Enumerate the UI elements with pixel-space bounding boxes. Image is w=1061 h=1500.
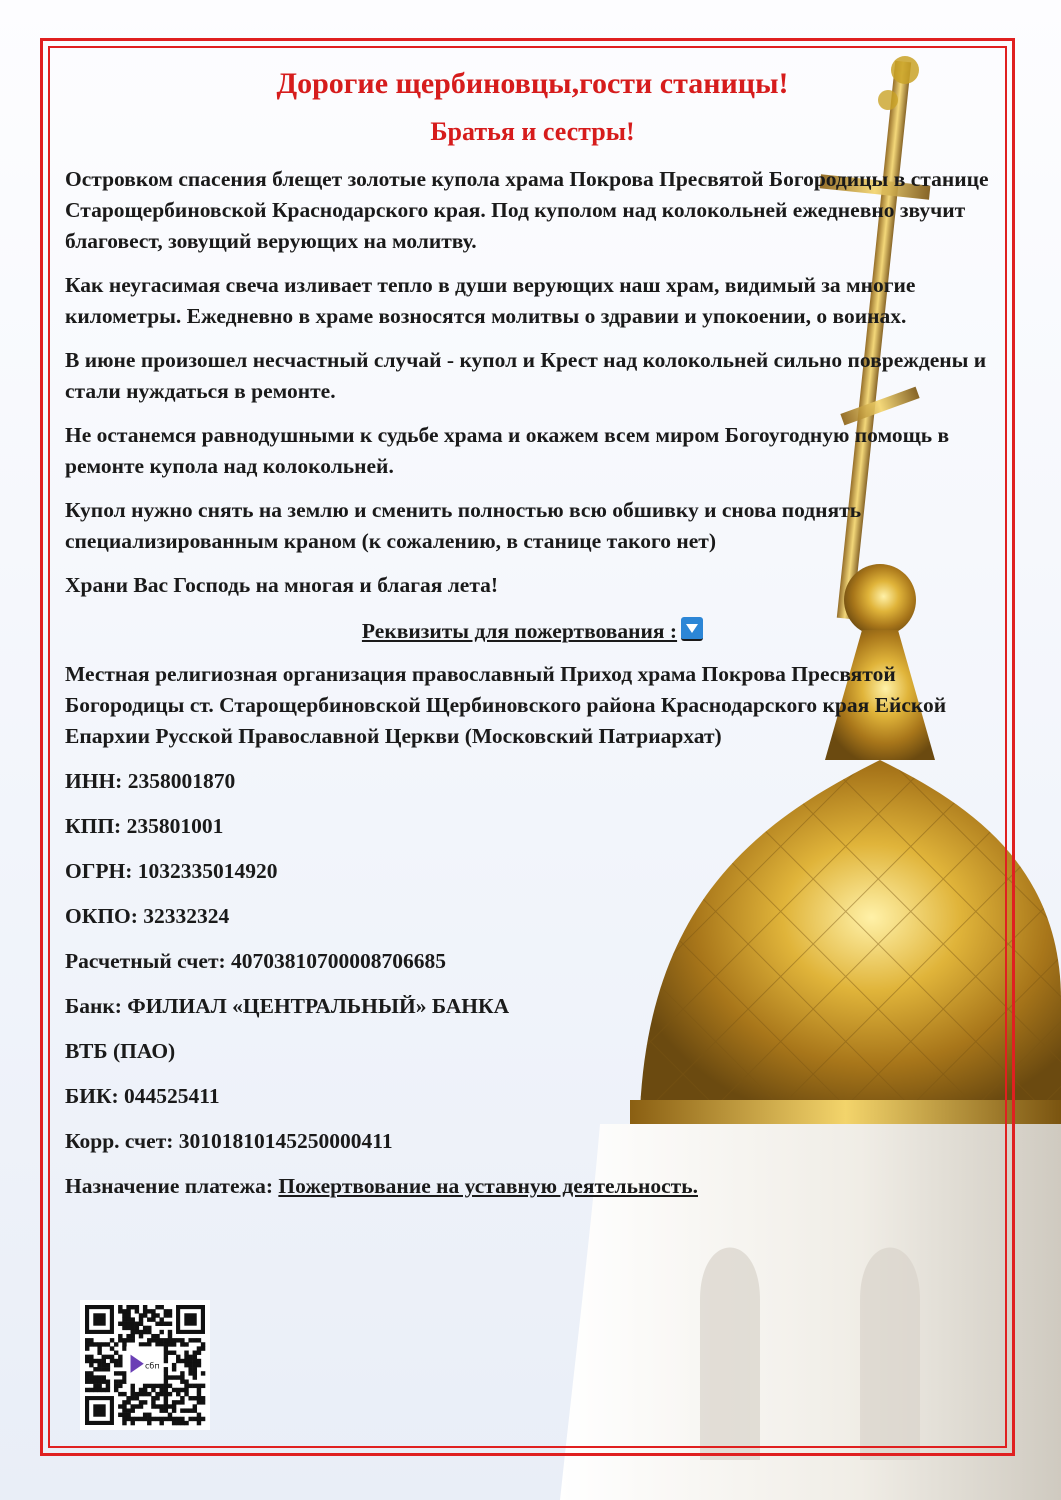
flyer-content (65, 62, 1000, 1202)
down-arrow-icon (681, 617, 703, 641)
requisites-heading (65, 615, 1000, 647)
blessing-line: Храни Вас Господь на многая и благая лета! (65, 573, 499, 597)
inn-line: ИНН: 2358001870 (65, 769, 236, 793)
paragraph-4: Не останемся равнодушными к судьбе храма и окажем всем миром Богоугодную помощь в ремонте купола над колокольней. (65, 423, 950, 478)
account-line: Расчетный счет: 40703810700008706685 (65, 949, 447, 973)
paragraph-5: Купол нужно снять на землю и сменить полностью всю обшивку и снова поднять специализированным краном (к сожалению, в станице такого нет) (65, 498, 862, 553)
organization-name: Местная религиозная организация православный Приход храма Покрова Пресвятой Богородицы ст. Старощербиновской Щербиновского района Краснодарского края Ейской Епархии Русской Православной Церкви (Московский Патриархат) (65, 662, 947, 748)
paragraph-1: Островком спасения блещет золотые купола храма Покрова Пресвятой Богородицы в станице Старощербиновской Краснодарского края. Под куполом над колокольней ежедневно звучит благовест, зовущий верующих на молитву. (65, 167, 989, 253)
greeting-subtitle: Братья и сестры! (430, 117, 635, 146)
payment-purpose-value: Пожертвование на уставную деятельность. (278, 1174, 698, 1198)
page-title: Дорогие щербиновцы,гости станицы! (276, 67, 789, 100)
bank-line-2: ВТБ (ПАО) (65, 1039, 176, 1063)
sbp-qr-code[interactable] (80, 1300, 210, 1430)
sbp-logo-text: сбп (145, 1361, 160, 1371)
paragraph-2: Как неугасимая свеча изливает тепло в души верующих наш храм, видимый за многие километры. Ежедневно в храме возносятся молитвы о здравии и упокоении, о воинах. (65, 273, 916, 328)
payment-purpose-line (65, 1171, 1000, 1202)
bank-line: Банк: ФИЛИАЛ «ЦЕНТРАЛЬНЫЙ» БАНКА (65, 994, 510, 1018)
bik-line: БИК: 044525411 (65, 1084, 220, 1108)
corr-account-line: Корр. счет: 30101810145250000411 (65, 1129, 393, 1153)
kpp-line: КПП: 235801001 (65, 814, 224, 838)
payment-purpose-label: Назначение платежа: (65, 1174, 279, 1198)
requisites-heading-text: Реквизиты для пожертвования : (361, 619, 678, 643)
ogrn-line: ОГРН: 1032335014920 (65, 859, 278, 883)
okpo-line: ОКПО: 32332324 (65, 904, 230, 928)
paragraph-3: В июне произошел несчастный случай - купол и Крест над колокольней сильно повреждены и стали нуждаться в ремонте. (65, 348, 987, 403)
